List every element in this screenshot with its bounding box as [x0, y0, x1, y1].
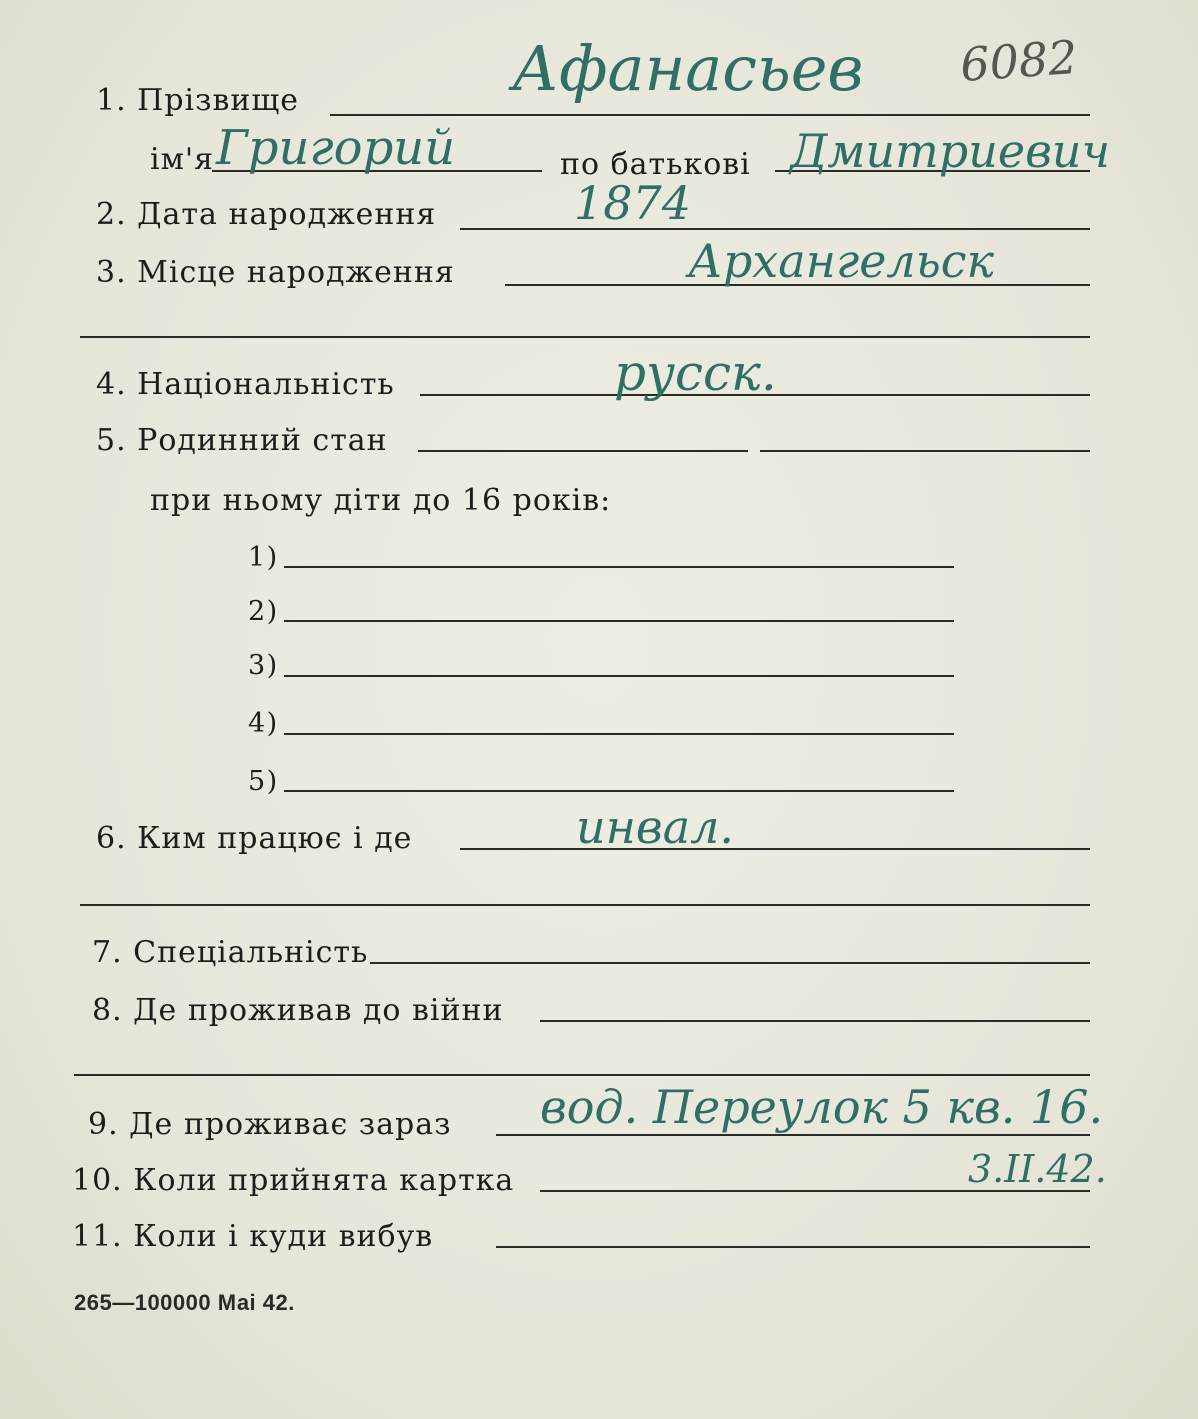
name-value: Григорий: [216, 120, 456, 176]
specialty-line: [370, 962, 1090, 964]
card-number: 6082: [958, 29, 1080, 92]
label-child-3: 3): [248, 650, 279, 681]
marital-line-a: [418, 450, 748, 452]
label-child-4: 4): [248, 708, 279, 739]
birth-place-line-2: [80, 336, 1090, 338]
label-current: 9. Де проживає зараз: [88, 1107, 452, 1142]
label-accepted: 10. Коли прийнята картка: [72, 1163, 515, 1198]
surname-value: Афанасьев: [512, 32, 864, 105]
label-birth-place: 3. Місце народження: [96, 255, 455, 290]
label-child-5: 5): [248, 766, 279, 797]
label-birth-date: 2. Дата народження: [96, 197, 437, 232]
work-line: [460, 848, 1090, 850]
prewar-line: [540, 1020, 1090, 1022]
current-address-value: вод. Переулок 5 кв. 16.: [540, 1080, 1104, 1134]
label-name: ім'я: [150, 142, 215, 177]
work-value: инвал.: [576, 800, 735, 854]
label-child-1: 1): [248, 542, 279, 573]
child-1-line: [284, 566, 954, 568]
label-surname: 1. Прізвище: [96, 83, 300, 118]
label-work: 6. Ким працює і де: [96, 821, 413, 856]
patronymic-value: Дмитриевич: [790, 124, 1111, 178]
work-line-2: [80, 904, 1090, 906]
child-5-line: [284, 790, 954, 792]
current-line: [496, 1134, 1090, 1136]
marital-line-b: [760, 450, 1090, 452]
print-code: 265—100000 Маі 42.: [74, 1290, 295, 1315]
label-patronymic: по батькові: [560, 147, 751, 182]
accepted-date-value: 3.II.42.: [968, 1147, 1107, 1191]
child-2-line: [284, 620, 954, 622]
left-line: [496, 1246, 1090, 1248]
label-left: 11. Коли і куди вибув: [72, 1219, 434, 1254]
birth-date-value: 1874: [574, 176, 692, 230]
nationality-value: русск.: [614, 344, 777, 402]
label-nationality: 4. Національність: [96, 367, 395, 402]
prewar-line-2: [74, 1074, 1090, 1076]
label-children: при ньому діти до 16 років:: [150, 483, 612, 518]
child-3-line: [284, 675, 954, 677]
label-prewar: 8. Де проживав до війни: [92, 993, 504, 1028]
surname-line: [330, 114, 1090, 116]
birth-date-line: [460, 228, 1090, 230]
birth-place-value: Архангельск: [688, 234, 994, 288]
label-marital: 5. Родинний стан: [96, 423, 388, 458]
label-specialty: 7. Спеціальність: [92, 935, 369, 970]
label-child-2: 2): [248, 596, 279, 627]
child-4-line: [284, 733, 954, 735]
